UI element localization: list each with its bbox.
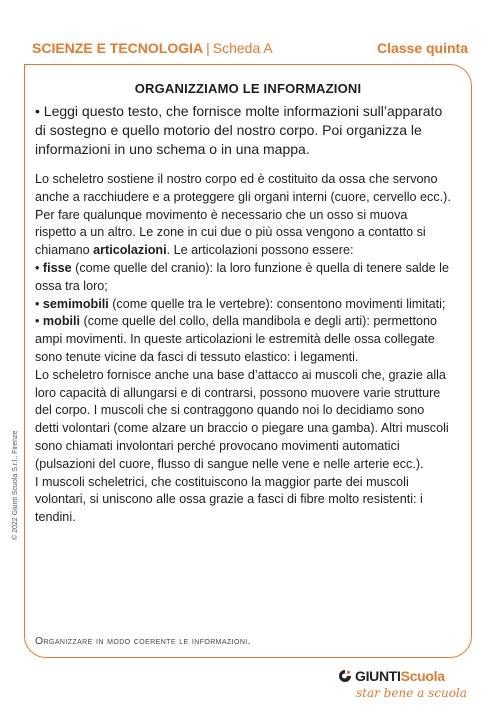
grade-label: Classe quinta [376,40,468,56]
header-separator: | [206,40,210,56]
learning-objective: Organizzare in modo coerente le informazioni. [35,635,251,647]
paragraph-skeleton: Lo scheletro sostiene il nostro corpo ed è costituito da ossa che servono anche a racchiudere e a proteggere gli organi interni (cuore, cervello ecc.). Per fare qualunque movimento è necessario che un osso si muova rispetto a un altro. Le zone in cui due o più ossa vengono a contatto si chiamano articolazioni. Le articolazioni possono essere: [35,172,451,258]
logo-wordmark: GIUNTIScuola [355,668,445,684]
term-semimobili: semimobili [42,296,109,311]
bullet: • [35,260,40,275]
instructions: • Leggi questo testo, che fornisce molte informazioni sull’apparato di sostegno e quello motorio del nostro corpo. Poi organizza le informazioni in uno schema o in una mappa. [35,103,443,157]
term-articolazioni: articolazioni [93,243,167,258]
term-fisse: fisse [42,260,72,275]
term-mobili: mobili [42,314,81,329]
list-item-fisse: • fisse (come quelle del cranio): la loro funzione è quella di tenere salde le ossa tra loro; [35,260,449,293]
publisher-logo [338,666,468,706]
sheet-label: Scheda A [212,40,273,56]
bullet: • [35,296,40,311]
bullet: • [35,314,40,329]
giunti-swirl-icon [338,669,352,683]
copyright-notice: © 2022 Giunti Scuola S.r.l., Firenze [12,430,19,540]
card-title: ORGANIZZIAMO LE INFORMAZIONI [134,81,362,96]
logo-tagline: star bene a scuola [356,686,467,700]
content-card [24,64,472,658]
page-header [32,40,468,60]
reading-text [35,171,451,527]
subject-heading [32,40,273,56]
list-item-mobili: • mobili (come quelle del collo, della mandibola e degli arti): permettono ampi movimenti. In queste articolazioni le estremità delle ossa collegate sono tenute vicine da fasci di tessuto elastico: i legamenti. [35,314,438,364]
list-item-semimobili: • semimobili (come quelle tra le vertebre): consentono movimenti limitati; [35,296,446,311]
paragraph-muscles: Lo scheletro fornisce anche una base d’attacco ai muscoli che, grazie alla loro capacità di allungarsi e di contrarsi, possono muovere varie strutture del corpo. I muscoli che si contraggono quando noi lo decidiamo sono detti volontari (come alzare un braccio o piegare una gamba). Altri muscoli sono chiamati involontari perché provocano movimenti automatici (pulsazioni del cuore, flusso di sangue nelle vene e nelle arterie ecc.). [35,367,449,471]
paragraph-tendons: I muscoli scheletrici, che costituiscono la maggior parte dei muscoli volontari, si uniscono alle ossa grazie a fasci di fibre molto resistenti: i tendini. [35,474,423,525]
subject-label: SCIENZE E TECNOLOGIA [32,40,204,56]
